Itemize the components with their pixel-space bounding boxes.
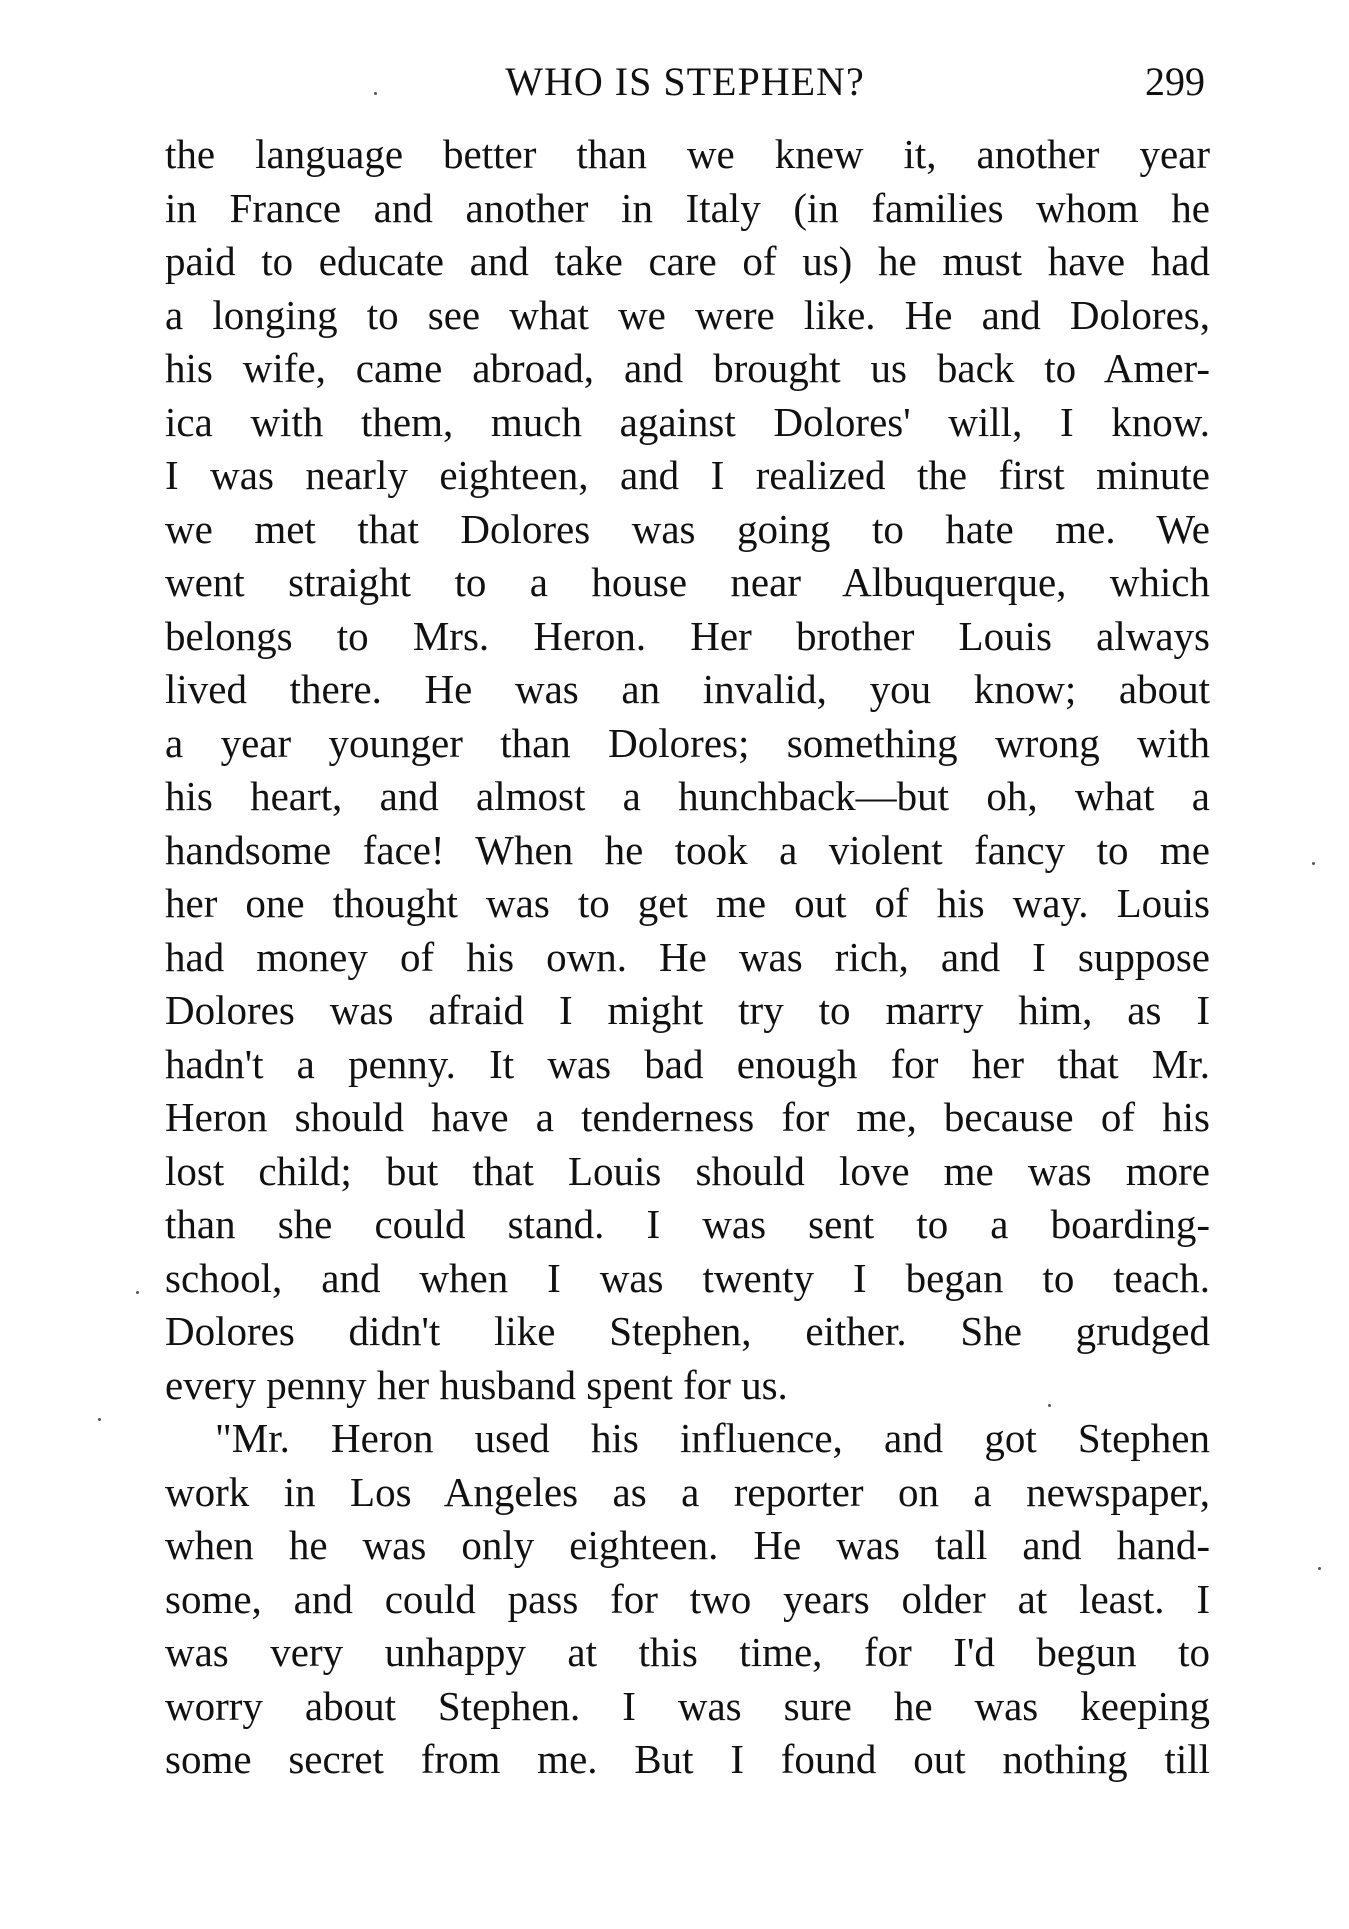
text-line: her one thought was to get me out of his way. Louis	[165, 880, 1210, 926]
text-line: a longing to see what we were like. He and Dolores,	[165, 291, 1210, 338]
scan-speck	[1048, 1404, 1051, 1407]
text-line: a year younger than Dolores; something wrong with	[165, 719, 1210, 766]
text-line: I was nearly eighteen, and I realized the first minute	[165, 452, 1210, 498]
running-title: WHO IS STEPHEN?	[505, 59, 865, 104]
text-line: school, and when I was twenty I began to teach.	[165, 1254, 1210, 1301]
scan-speck	[374, 92, 377, 95]
text-line: Dolores didn't like Stephen, either. She grudged	[165, 1308, 1210, 1354]
page-number: 299	[1145, 59, 1205, 104]
text-line: his heart, and almost a hunchback—but oh, what a	[165, 773, 1210, 819]
scan-speck	[1318, 1567, 1321, 1570]
text-line: Dolores was afraid I might try to marry him, as I	[165, 987, 1210, 1033]
text-line: the language better than we knew it, another year	[165, 131, 1210, 177]
text-line: some, and could pass for two years older at least. I	[165, 1575, 1210, 1622]
scan-speck	[1312, 862, 1315, 865]
text-line: some secret from me. But I found out nothing till	[165, 1736, 1210, 1782]
text-line-paragraph-start: "Mr. Heron used his influence, and got Stephen	[215, 1415, 1210, 1461]
text-line: in France and another in Italy (in families whom he	[165, 184, 1210, 231]
text-line: went straight to a house near Albuquerque, which	[165, 559, 1210, 605]
text-line: belongs to Mrs. Heron. Her brother Louis always	[165, 612, 1210, 659]
text-line: was very unhappy at this time, for I'd begun to	[165, 1629, 1210, 1675]
text-line: had money of his own. He was rich, and I suppose	[165, 933, 1210, 980]
text-line: we met that Dolores was going to hate me. We	[165, 505, 1210, 552]
scan-speck	[136, 1291, 139, 1294]
text-line: his wife, came abroad, and brought us back to Amer-	[165, 345, 1210, 391]
text-line: when he was only eighteen. He was tall and hand-	[165, 1522, 1210, 1568]
body-text	[165, 128, 1210, 1787]
text-line: lived there. He was an invalid, you know; about	[165, 666, 1210, 712]
text-line: work in Los Angeles as a reporter on a newspaper,	[165, 1468, 1210, 1515]
text-line: lost child; but that Louis should love me was more	[165, 1147, 1210, 1194]
text-line-paragraph-end: every penny her husband spent for us.	[165, 1361, 788, 1408]
running-head	[165, 52, 1205, 112]
text-line: paid to educate and take care of us) he must have had	[165, 238, 1210, 284]
text-line: Heron should have a tenderness for me, because of his	[165, 1094, 1210, 1140]
text-line: ica with them, much against Dolores' will, I know.	[165, 398, 1210, 445]
scan-speck	[98, 1418, 101, 1421]
text-line: than she could stand. I was sent to a boarding-	[165, 1201, 1210, 1247]
text-line: hadn't a penny. It was bad enough for her that Mr.	[165, 1040, 1210, 1087]
text-line: handsome face! When he took a violent fancy to me	[165, 826, 1210, 873]
text-line: worry about Stephen. I was sure he was keeping	[165, 1682, 1210, 1729]
